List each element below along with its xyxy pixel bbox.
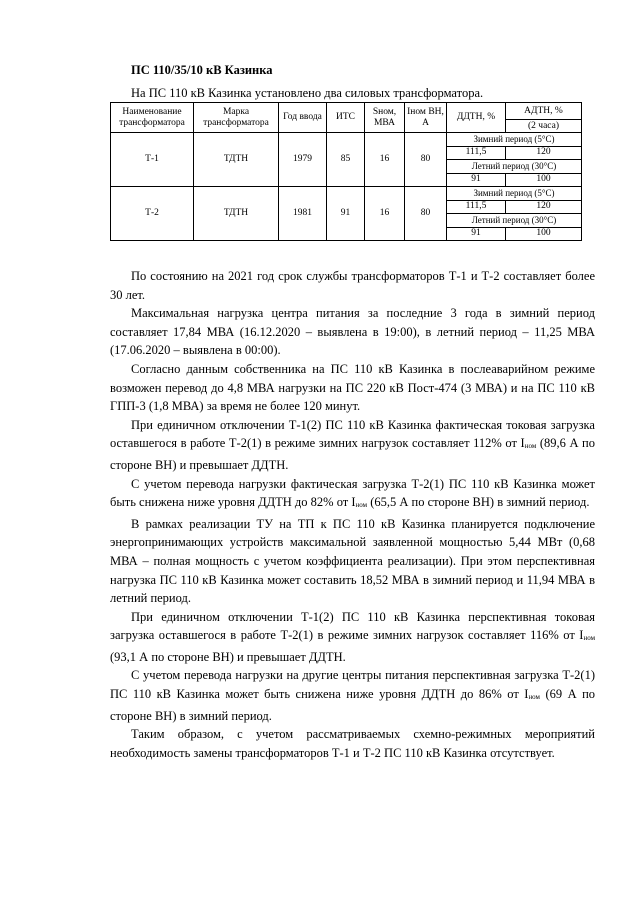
cell-its: 85 [327, 133, 365, 187]
paragraph [110, 608, 595, 667]
cell-s-nom: 16 [365, 133, 405, 187]
paragraph-text: При единичном отключении Т-1(2) ПС 110 кВ Казинка фактическая токовая загрузка оставшегося в работе Т-2(1) в режиме зимних нагрузок составляет 112% от I [110, 417, 595, 451]
nom-subscript: ном [528, 693, 540, 702]
paragraph [110, 666, 595, 725]
cell-mark: ТДТН [194, 187, 279, 241]
section-heading: ПС 110/35/10 кВ Казинка [131, 63, 273, 77]
header-mark: Марка трансформатора [194, 103, 279, 133]
paragraph-text: (69 А по стороне ВН) в зимний период. [110, 687, 596, 723]
body-text [110, 267, 595, 762]
intro-text: На ПС 110 кВ Казинка установлено два силовых трансформатора. [131, 86, 484, 100]
transformer-table [110, 102, 582, 241]
paragraph: Таким образом, с учетом рассматриваемых схемно-режимных мероприятий необходимость замены трансформаторов Т-1 и Т-2 ПС 110 кВ Казинка отсутствует. [110, 727, 595, 760]
paragraph: Максимальная нагрузка центра питания за последние 3 года в зимний период составляет 17,84 МВА (16.12.2020 – выявлена в 19:00), в летний период – 11,25 МВА (17.06.2020 – выявлена в 00:00). [110, 306, 595, 358]
paragraph [110, 475, 595, 515]
cell-its: 91 [327, 187, 365, 241]
paragraph: Согласно данным собственника на ПС 110 кВ Казинка в послеаварийном режиме возможен перевод до 4,8 МВА нагрузки на ПС 220 кВ Пост-474 (3 МВА) и на ПС 110 кВ ГПП-3 (1,8 МВА) за время не более 120 минут. [110, 361, 595, 414]
nom-subscript: ном [355, 501, 368, 510]
cell-winter-adtn: 120 [506, 200, 582, 214]
cell-mark: ТДТН [194, 133, 279, 187]
header-its: ИТС [327, 103, 365, 133]
cell-summer-label: Летний период (30°С) [447, 214, 582, 228]
cell-i-nom: 80 [405, 187, 447, 241]
header-ddtn: ДДТН, % [447, 103, 506, 133]
paragraph-text: (93,1 А по стороне ВН) и превышает ДДТН. [110, 649, 346, 664]
paragraph-text: (65,5 А по стороне ВН) в зимний период. [367, 495, 590, 510]
nom-subscript: ном [583, 634, 595, 643]
cell-winter-ddtn: 111,5 [447, 146, 506, 160]
cell-year: 1981 [279, 187, 327, 241]
paragraph-text: При единичном отключении Т-1(2) ПС 110 кВ Казинка перспективная токовая загрузка оставшегося в работе Т-2(1) в режиме зимних нагрузок составляет 116% от I [110, 609, 595, 643]
table-header-row [111, 103, 582, 120]
cell-name: Т-2 [111, 187, 194, 241]
paragraph: В рамках реализации ТУ на ТП к ПС 110 кВ Казинка планируется подключение энергопринимающих устройств максимальной заявленной мощностью 5,44 МВт (0,68 МВА – полная мощность с учетом коэффициента реализации). При этом перспективная нагрузка ПС 110 кВ Казинка может составить 18,52 МВА в зимний период и 11,94 МВА в летний период. [110, 516, 595, 606]
cell-year: 1979 [279, 133, 327, 187]
nom-subscript: ном [524, 442, 537, 451]
paragraph-text: (89,6 А по стороне ВН) и превышает ДДТН. [110, 436, 595, 472]
cell-summer-label: Летний период (30°С) [447, 160, 582, 174]
header-i-nom: Iном ВН, А [405, 103, 447, 133]
header-year: Год ввода [279, 103, 327, 133]
paragraph-text: С учетом перевода нагрузки фактическая загрузка Т-2(1) ПС 110 кВ Казинка может быть снижена ниже уровня ДДТН до 82% от I [110, 476, 595, 510]
table-row [111, 133, 582, 147]
cell-summer-adtn: 100 [506, 227, 582, 241]
header-name: Наименование трансформатора [111, 103, 194, 133]
cell-winter-ddtn: 111,5 [447, 200, 506, 214]
cell-summer-ddtn: 91 [447, 227, 506, 241]
cell-summer-ddtn: 91 [447, 173, 506, 187]
cell-winter-label: Зимний период (5°С) [447, 187, 582, 201]
paragraph: По состоянию на 2021 год срок службы трансформаторов Т-1 и Т-2 составляет более 30 лет. [110, 269, 595, 302]
cell-winter-label: Зимний период (5°С) [447, 133, 582, 147]
header-adtn-sub: (2 часа) [506, 120, 582, 133]
cell-summer-adtn: 100 [506, 173, 582, 187]
table-row [111, 187, 582, 201]
header-s-nom: Sном, МВА [365, 103, 405, 133]
paragraph-text: С учетом перевода нагрузки на другие центры питания перспективная загрузка Т-2(1) ПС 110 кВ Казинка может быть снижена ниже уровня ДДТН до 86% от I [110, 668, 595, 702]
paragraph [110, 416, 595, 475]
cell-i-nom: 80 [405, 133, 447, 187]
header-adtn: АДТН, % [506, 103, 582, 120]
cell-s-nom: 16 [365, 187, 405, 241]
cell-name: Т-1 [111, 133, 194, 187]
cell-winter-adtn: 120 [506, 146, 582, 160]
